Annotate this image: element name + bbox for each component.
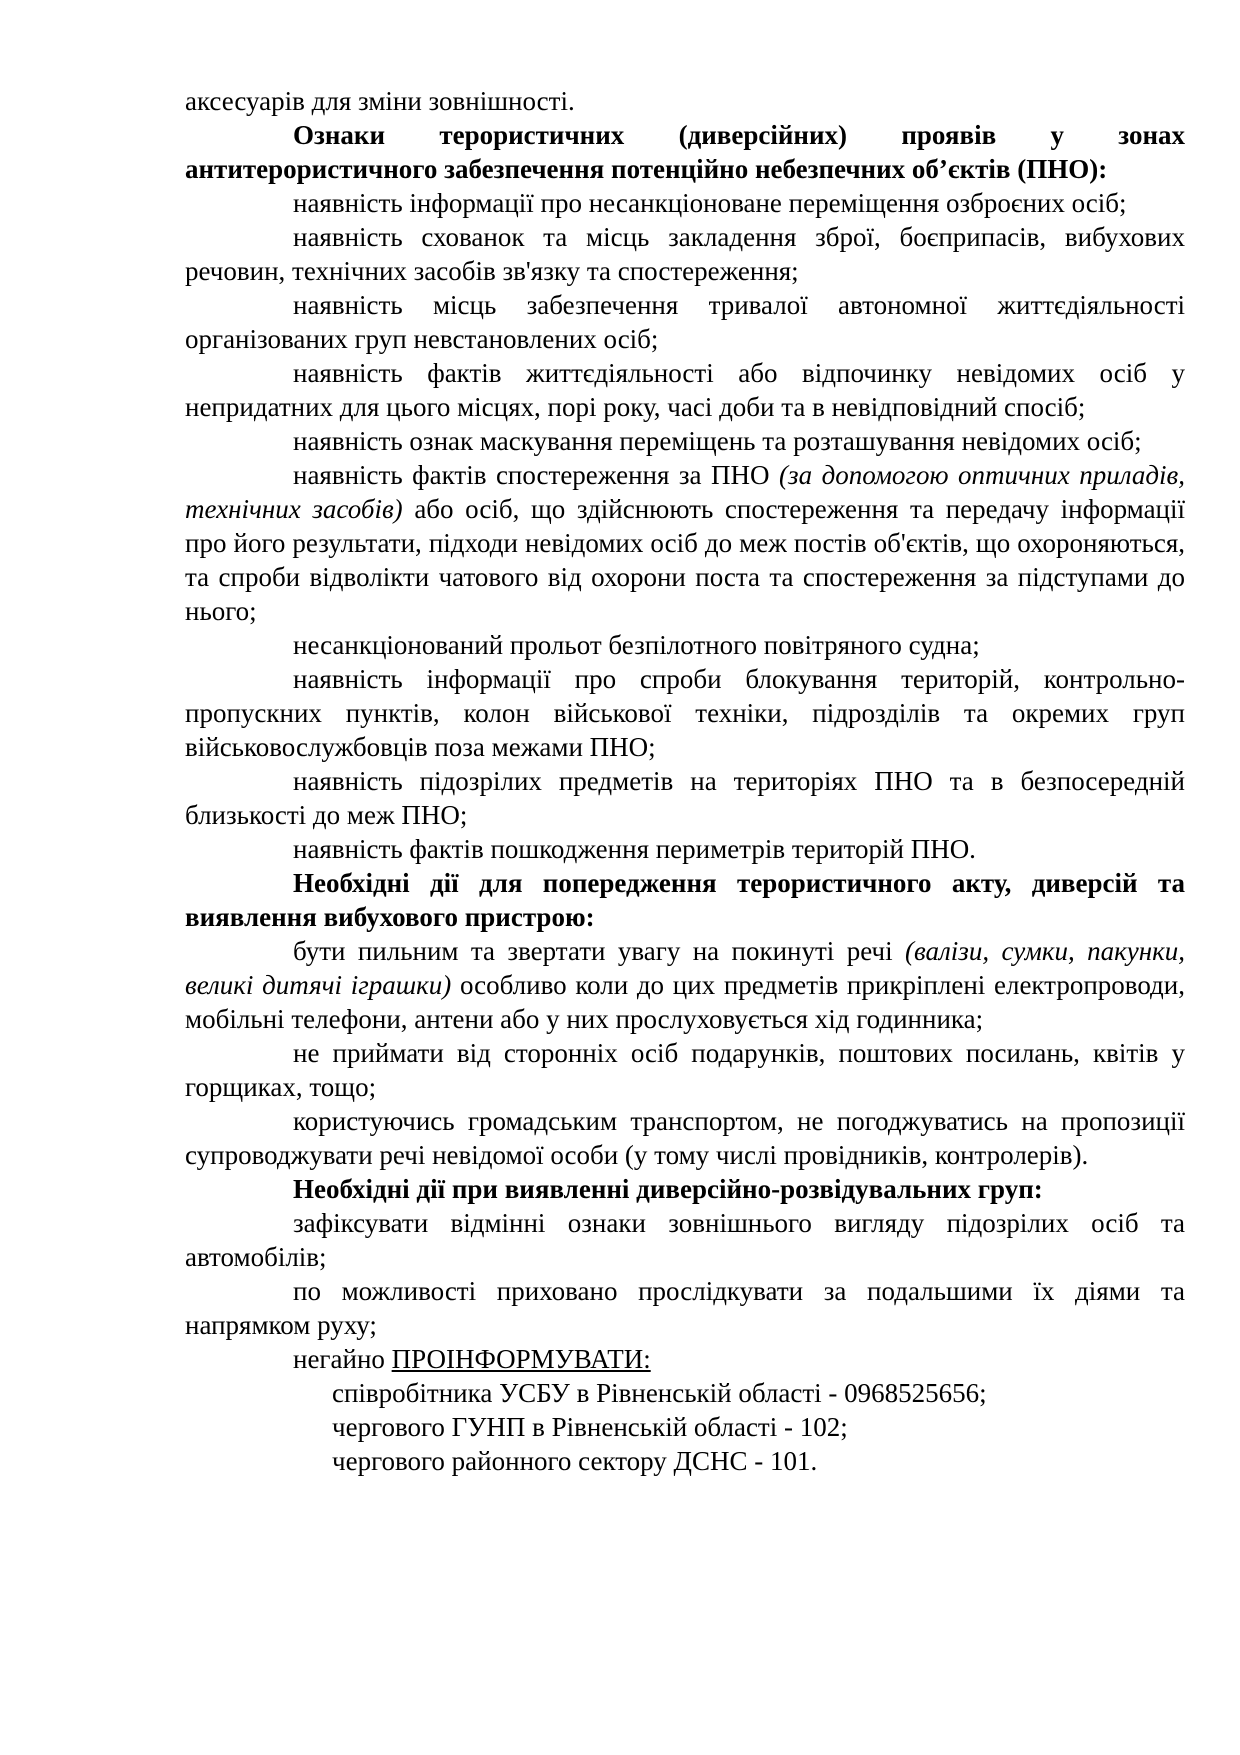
heading-paragraph: [185, 866, 1185, 934]
text-run: наявність підозрілих предметів на територіях ПНО та в безпосередній близькості до меж ПНО;: [185, 766, 1185, 830]
text-run: аксесуарів для зміни зовнішності.: [185, 86, 575, 116]
body-paragraph: [185, 186, 1185, 220]
text-run: негайно: [293, 1344, 392, 1374]
text-run: особливо коли до цих предметів прикріплені електропроводи, мобільні телефони, антени або у них прослуховується хід годинника;: [185, 970, 1185, 1034]
body-paragraph: [185, 1376, 1185, 1410]
body-paragraph: [185, 764, 1185, 832]
text-run: наявність фактів спостереження за ПНО: [293, 460, 780, 490]
body-paragraph: [185, 84, 1185, 118]
text-run: чергового ГУНП в Рівненській області - 102;: [332, 1412, 848, 1442]
text-run: Ознаки терористичних (диверсійних) проявів у зонах антитерористичного забезпечення потенційно небезпечних об’єктів (ПНО):: [185, 120, 1185, 184]
text-run: Необхідні дії при виявленні диверсійно-розвідувальних груп:: [293, 1174, 1043, 1204]
body-paragraph: [185, 1342, 1185, 1376]
body-paragraph: [185, 1206, 1185, 1274]
text-run: бути пильним та звертати увагу на покинуті речі: [293, 936, 905, 966]
body-paragraph: [185, 288, 1185, 356]
body-paragraph: [185, 1104, 1185, 1172]
body-paragraph: [185, 628, 1185, 662]
text-run: ПРОІНФОРМУВАТИ:: [391, 1344, 651, 1374]
heading-paragraph: [185, 118, 1185, 186]
text-run: наявність місць забезпечення тривалої автономної життєдіяльності організованих груп невстановлених осіб;: [185, 290, 1185, 354]
document-text-block: [185, 84, 1185, 1478]
text-run: чергового районного сектору ДСНС - 101.: [332, 1446, 818, 1476]
body-paragraph: [185, 424, 1185, 458]
text-run: наявність інформації про несанкціоноване переміщення озброєних осіб;: [293, 188, 1127, 218]
text-run: наявність фактів життєдіяльності або відпочинку невідомих осіб у непридатних для цього місцях, порі року, часі доби та в невідповідний спосіб;: [185, 358, 1185, 422]
body-paragraph: [185, 220, 1185, 288]
text-run: наявність схованок та місць закладення зброї, боєприпасів, вибухових речовин, технічних засобів зв'язку та спостереження;: [185, 222, 1185, 286]
text-run: (валізи, сумки, пакунки, великі дитячі іграшки): [185, 936, 1185, 1000]
body-paragraph: [185, 662, 1185, 764]
text-run: не приймати від сторонніх осіб подарунків, поштових посилань, квітів у горщиках, тощо;: [185, 1038, 1185, 1102]
text-run: Необхідні дії для попередження терористичного акту, диверсій та виявлення вибухового пристрою:: [185, 868, 1185, 932]
text-run: несанкціонований прольот безпілотного повітряного судна;: [293, 630, 980, 660]
body-paragraph: [185, 356, 1185, 424]
text-run: співробітника УСБУ в Рівненській області - 0968525656;: [332, 1378, 987, 1408]
text-run: по можливості приховано прослідкувати за подальшими їх діями та напрямком руху;: [185, 1276, 1185, 1340]
text-run: наявність фактів пошкодження периметрів територій ПНО.: [293, 834, 976, 864]
heading-paragraph: [185, 1172, 1185, 1206]
body-paragraph: [185, 934, 1185, 1036]
body-paragraph: [185, 1410, 1185, 1444]
text-run: або осіб, що здійснюють спостереження та передачу інформації про його результати, підходи невідомих осіб до меж постів об'єктів, що охороняються, та спроби відволікти чатового від охорони поста та спостереження за підступами до нього;: [185, 494, 1186, 626]
body-paragraph: [185, 1274, 1185, 1342]
body-paragraph: [185, 1036, 1185, 1104]
body-paragraph: [185, 1444, 1185, 1478]
text-run: користуючись громадським транспортом, не погоджуватись на пропозиції супроводжувати речі невідомої особи (у тому числі провідників, контролерів).: [185, 1106, 1185, 1170]
body-paragraph: [185, 458, 1185, 628]
text-run: (за допомогою оптичних приладів, технічних засобів): [185, 460, 1185, 524]
text-run: наявність ознак маскування переміщень та розташування невідомих осіб;: [293, 426, 1142, 456]
body-paragraph: [185, 832, 1185, 866]
text-run: наявність інформації про спроби блокування територій, контрольно-пропускних пунктів, колон військової техніки, підрозділів та окремих груп військовослужбовців поза межами ПНО;: [185, 664, 1185, 762]
text-run: зафіксувати відмінні ознаки зовнішнього вигляду підозрілих осіб та автомобілів;: [185, 1208, 1185, 1272]
